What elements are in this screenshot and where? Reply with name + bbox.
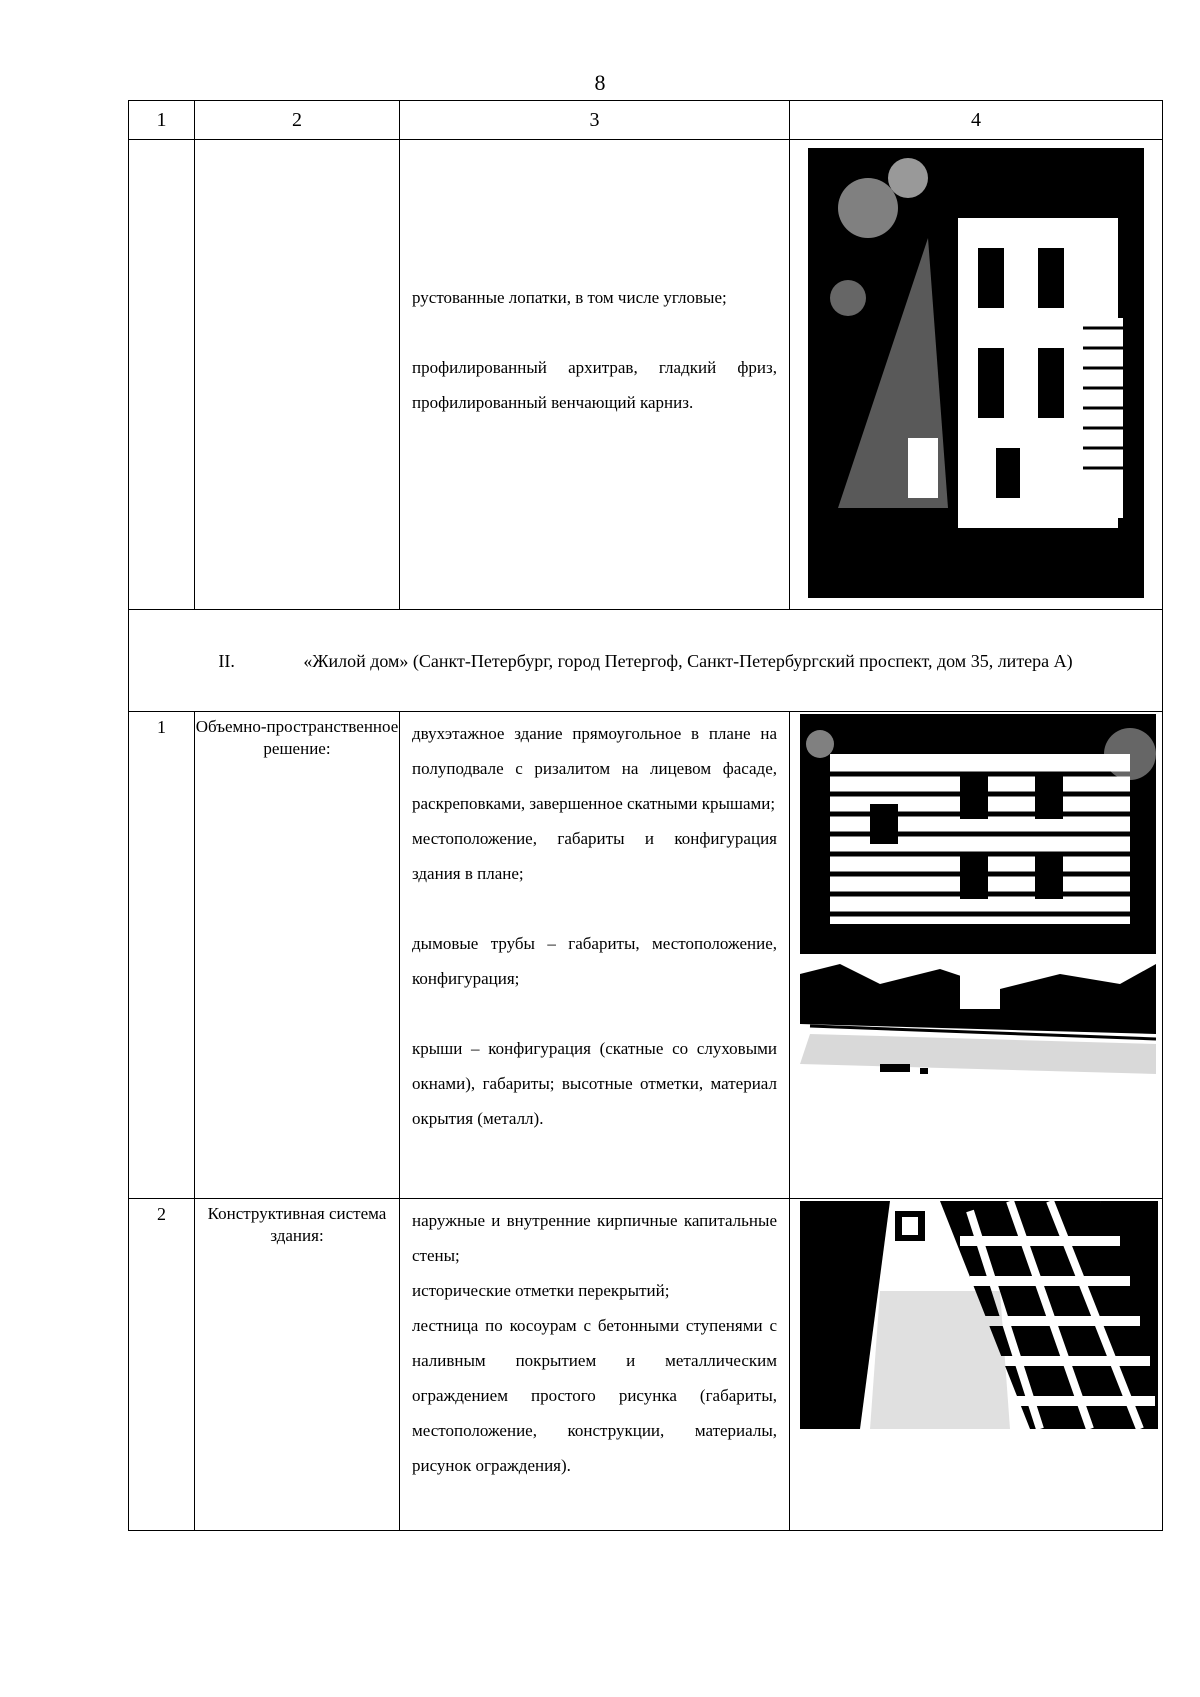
header-row <box>129 101 1163 140</box>
row-2-photo-cell <box>790 1199 1163 1531</box>
staircase-photo <box>800 1201 1158 1429</box>
row-2-name: Конструктивная система здания: <box>195 1199 400 1531</box>
row-1-photo-cell <box>790 712 1163 1199</box>
row-1-paragraph: местоположение, габариты и конфигурация здания в плане; <box>412 829 777 883</box>
section-number: II. <box>218 650 235 671</box>
heritage-table <box>128 100 1163 1531</box>
row-1-number: 1 <box>129 712 195 1199</box>
facade-photo <box>808 148 1144 598</box>
row-1-paragraph: двухэтажное здание прямоугольное в плане на полуподвале с ризалитом на лицевом фасаде, раскреповками, завершенное скатными крышами; <box>412 724 777 813</box>
table-row-continuation <box>129 140 1163 610</box>
row-2-paragraph: наружные и внутренние кирпичные капитальные стены; <box>412 1211 777 1265</box>
cont-paragraph: профилированный архитрав, гладкий фриз, профилированный венчающий карниз. <box>412 358 777 412</box>
section-title: «Жилой дом» (Санкт-Петербург, город Петергоф, Санкт-Петербургский проспект, дом 35, литера А) <box>303 650 1073 671</box>
section-header-row <box>129 610 1163 712</box>
cont-description-cell <box>400 140 790 610</box>
roof-photo <box>800 964 1156 1082</box>
row-2-paragraph: лестница по косоурам с бетонными ступенями с наливным покрытием и металлическим ограждением простого рисунка (габариты, местоположение, конструкции, материалы, рисунок ограждения). <box>412 1316 777 1475</box>
table-row-2 <box>129 1199 1163 1531</box>
house-facade-photo <box>800 714 1156 954</box>
table-row-1 <box>129 712 1163 1199</box>
page-number: 8 <box>594 70 606 95</box>
row-1-paragraph: дымовые трубы – габариты, местоположение, конфигурация; <box>412 934 777 988</box>
header-col-2: 2 <box>195 101 400 140</box>
row-1-paragraph: крыши – конфигурация (скатные со слуховыми окнами), габариты; высотные отметки, материал окрытия (металл). <box>412 1039 777 1128</box>
cont-paragraph: рустованные лопатки, в том числе угловые; <box>412 288 727 307</box>
header-col-1: 1 <box>129 101 195 140</box>
row-2-number: 2 <box>129 1199 195 1531</box>
cont-photo-cell <box>790 140 1163 610</box>
row-2-description <box>400 1199 790 1531</box>
section-header-cell <box>129 610 1163 712</box>
row-1-description <box>400 712 790 1199</box>
cont-name-cell <box>195 140 400 610</box>
row-2-paragraph: исторические отметки перекрытий; <box>412 1281 670 1300</box>
header-col-4: 4 <box>790 101 1163 140</box>
cont-num-cell <box>129 140 195 610</box>
header-col-3: 3 <box>400 101 790 140</box>
row-1-name: Объемно-пространственное решение: <box>195 712 400 1199</box>
